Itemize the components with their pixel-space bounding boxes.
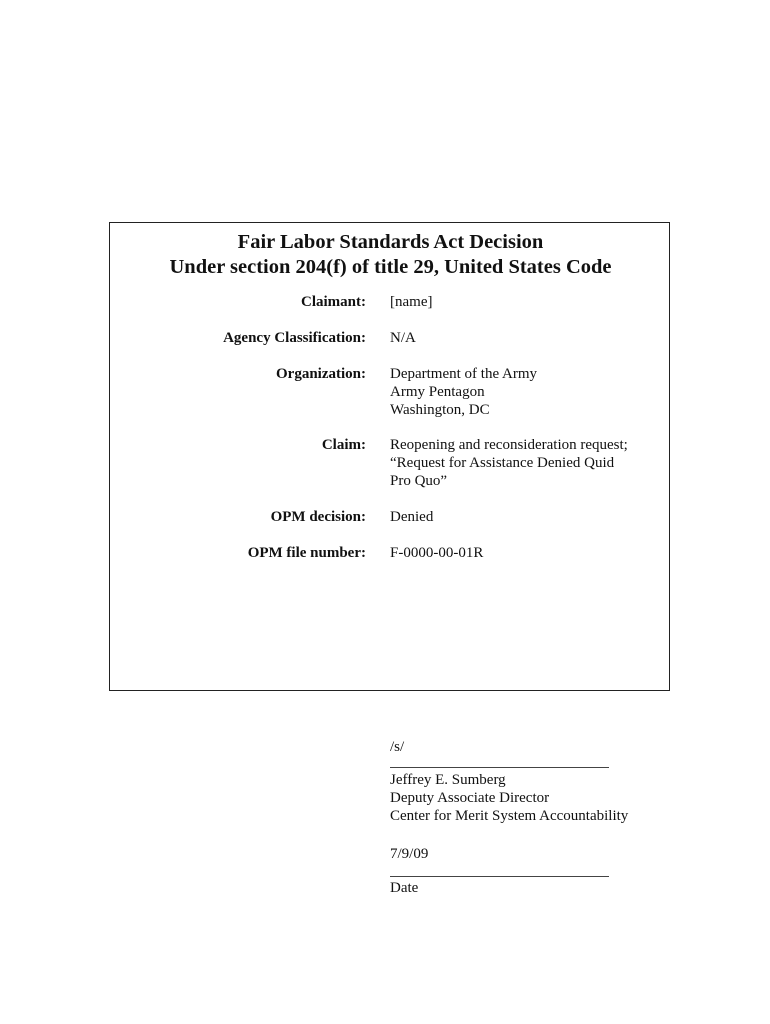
signature-date-label: Date: [390, 880, 419, 896]
date-line: [390, 876, 609, 877]
signature-mark: /s/: [390, 739, 405, 755]
organization-value-line: Washington, DC: [390, 402, 490, 418]
signer-name: Jeffrey E. Sumberg: [390, 772, 506, 788]
decision-header-box: [109, 222, 670, 691]
claimant-value-line: [name]: [390, 294, 433, 310]
agency-classification-value: [390, 329, 660, 347]
claim-value-line: Pro Quo”: [390, 473, 448, 489]
organization-value-line: Army Pentagon: [390, 384, 485, 400]
organization-label: Organization:: [276, 366, 366, 382]
signature-date-value: 7/9/09: [390, 846, 429, 862]
claim-value-line: “Request for Assistance Denied Quid: [390, 455, 615, 471]
opm-decision-value-line: Denied: [390, 509, 434, 525]
claim-value: [390, 436, 660, 490]
opm-file-number-value: [390, 544, 660, 562]
claim-label: Claim:: [321, 437, 366, 453]
signer-office: Center for Merit System Accountability: [390, 808, 629, 824]
signer-role: Deputy Associate Director: [390, 790, 550, 806]
organization-value-line: Department of the Army: [390, 366, 538, 382]
claimant-value: [390, 293, 660, 311]
document-title: Fair Labor Standards Act Decision: [237, 231, 544, 253]
opm-decision-label: OPM decision:: [270, 509, 366, 525]
document-subtitle: Under section 204(f) of title 29, United States Code: [169, 256, 612, 278]
agency-classification-label: Agency Classification:: [223, 330, 366, 346]
agency-classification-value-line: N/A: [390, 330, 416, 346]
signature-line: [390, 767, 609, 768]
opm-file-number-value-line: F-0000-00-01R: [390, 545, 484, 561]
opm-file-number-label: OPM file number:: [247, 545, 366, 561]
opm-decision-value: [390, 508, 660, 526]
claim-value-line: Reopening and reconsideration request;: [390, 437, 628, 453]
claimant-label: Claimant:: [301, 294, 366, 310]
organization-value: [390, 365, 660, 419]
